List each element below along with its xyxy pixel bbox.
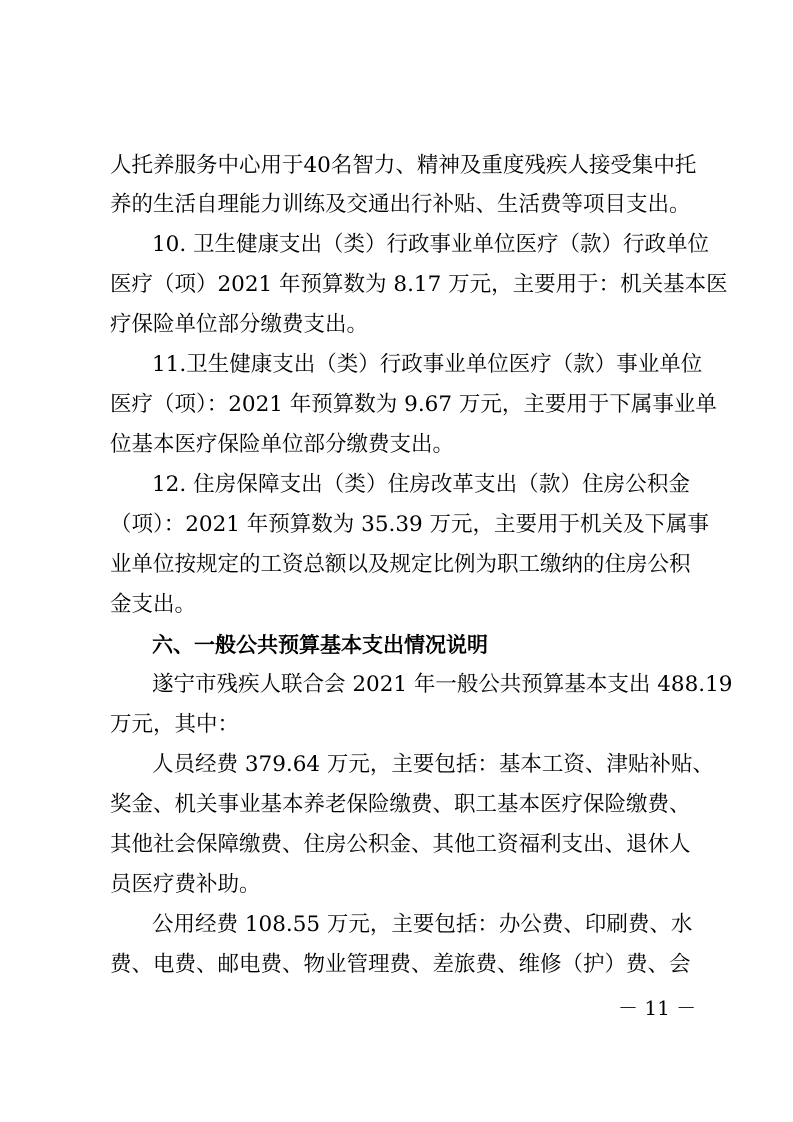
section-heading: 六、一般公共预算基本支出情况说明 <box>152 633 488 657</box>
body-line: 11.卫生健康支出（类）行政事业单位医疗（款）事业单位 <box>152 352 703 377</box>
body-line: 医疗（项）2021 年预算数为 8.17 万元，主要用于：机关基本医 <box>110 272 728 297</box>
body-line: 人托养服务中心用于40名智力、精神及重度残疾人接受集中托 <box>110 153 697 178</box>
body-line: 公用经费 108.55 万元，主要包括：办公费、印刷费、水 <box>152 912 693 937</box>
body-line: 业单位按规定的工资总额以及规定比例为职工缴纳的住房公积 <box>110 552 691 577</box>
body-line: 金支出。 <box>110 592 197 617</box>
body-line: 员医疗费补助。 <box>110 872 261 897</box>
body-line: 养的生活自理能力训练及交通出行补贴、生活费等项目支出。 <box>110 192 691 217</box>
body-line: 万元，其中： <box>110 712 240 737</box>
body-line: 其他社会保障缴费、住房公积金、其他工资福利支出、退休人 <box>110 832 691 857</box>
body-line: 12. 住房保障支出（类）住房改革支出（款）住房公积金 <box>152 472 690 497</box>
body-line: （项）：2021 年预算数为 35.39 万元，主要用于机关及下属事 <box>110 512 710 537</box>
body-line: 位基本医疗保险单位部分缴费支出。 <box>110 432 455 457</box>
body-line: 遂宁市残疾人联合会 2021 年一般公共预算基本支出 488.19 <box>152 672 733 697</box>
page-number: － 11 － <box>618 996 697 1020</box>
body-line: 奖金、机关事业基本养老保险缴费、职工基本医疗保险缴费、 <box>110 792 691 817</box>
body-line: 10. 卫生健康支出（类）行政事业单位医疗（款）行政单位 <box>152 232 710 257</box>
body-line: 费、电费、邮电费、物业管理费、差旅费、维修（护）费、会 <box>110 952 691 977</box>
body-line: 人员经费 379.64 万元，主要包括：基本工资、津贴补贴、 <box>152 752 714 777</box>
body-line: 疗保险单位部分缴费支出。 <box>110 312 369 337</box>
body-line: 医疗（项）：2021 年预算数为 9.67 万元，主要用于下属事业单 <box>110 392 717 417</box>
